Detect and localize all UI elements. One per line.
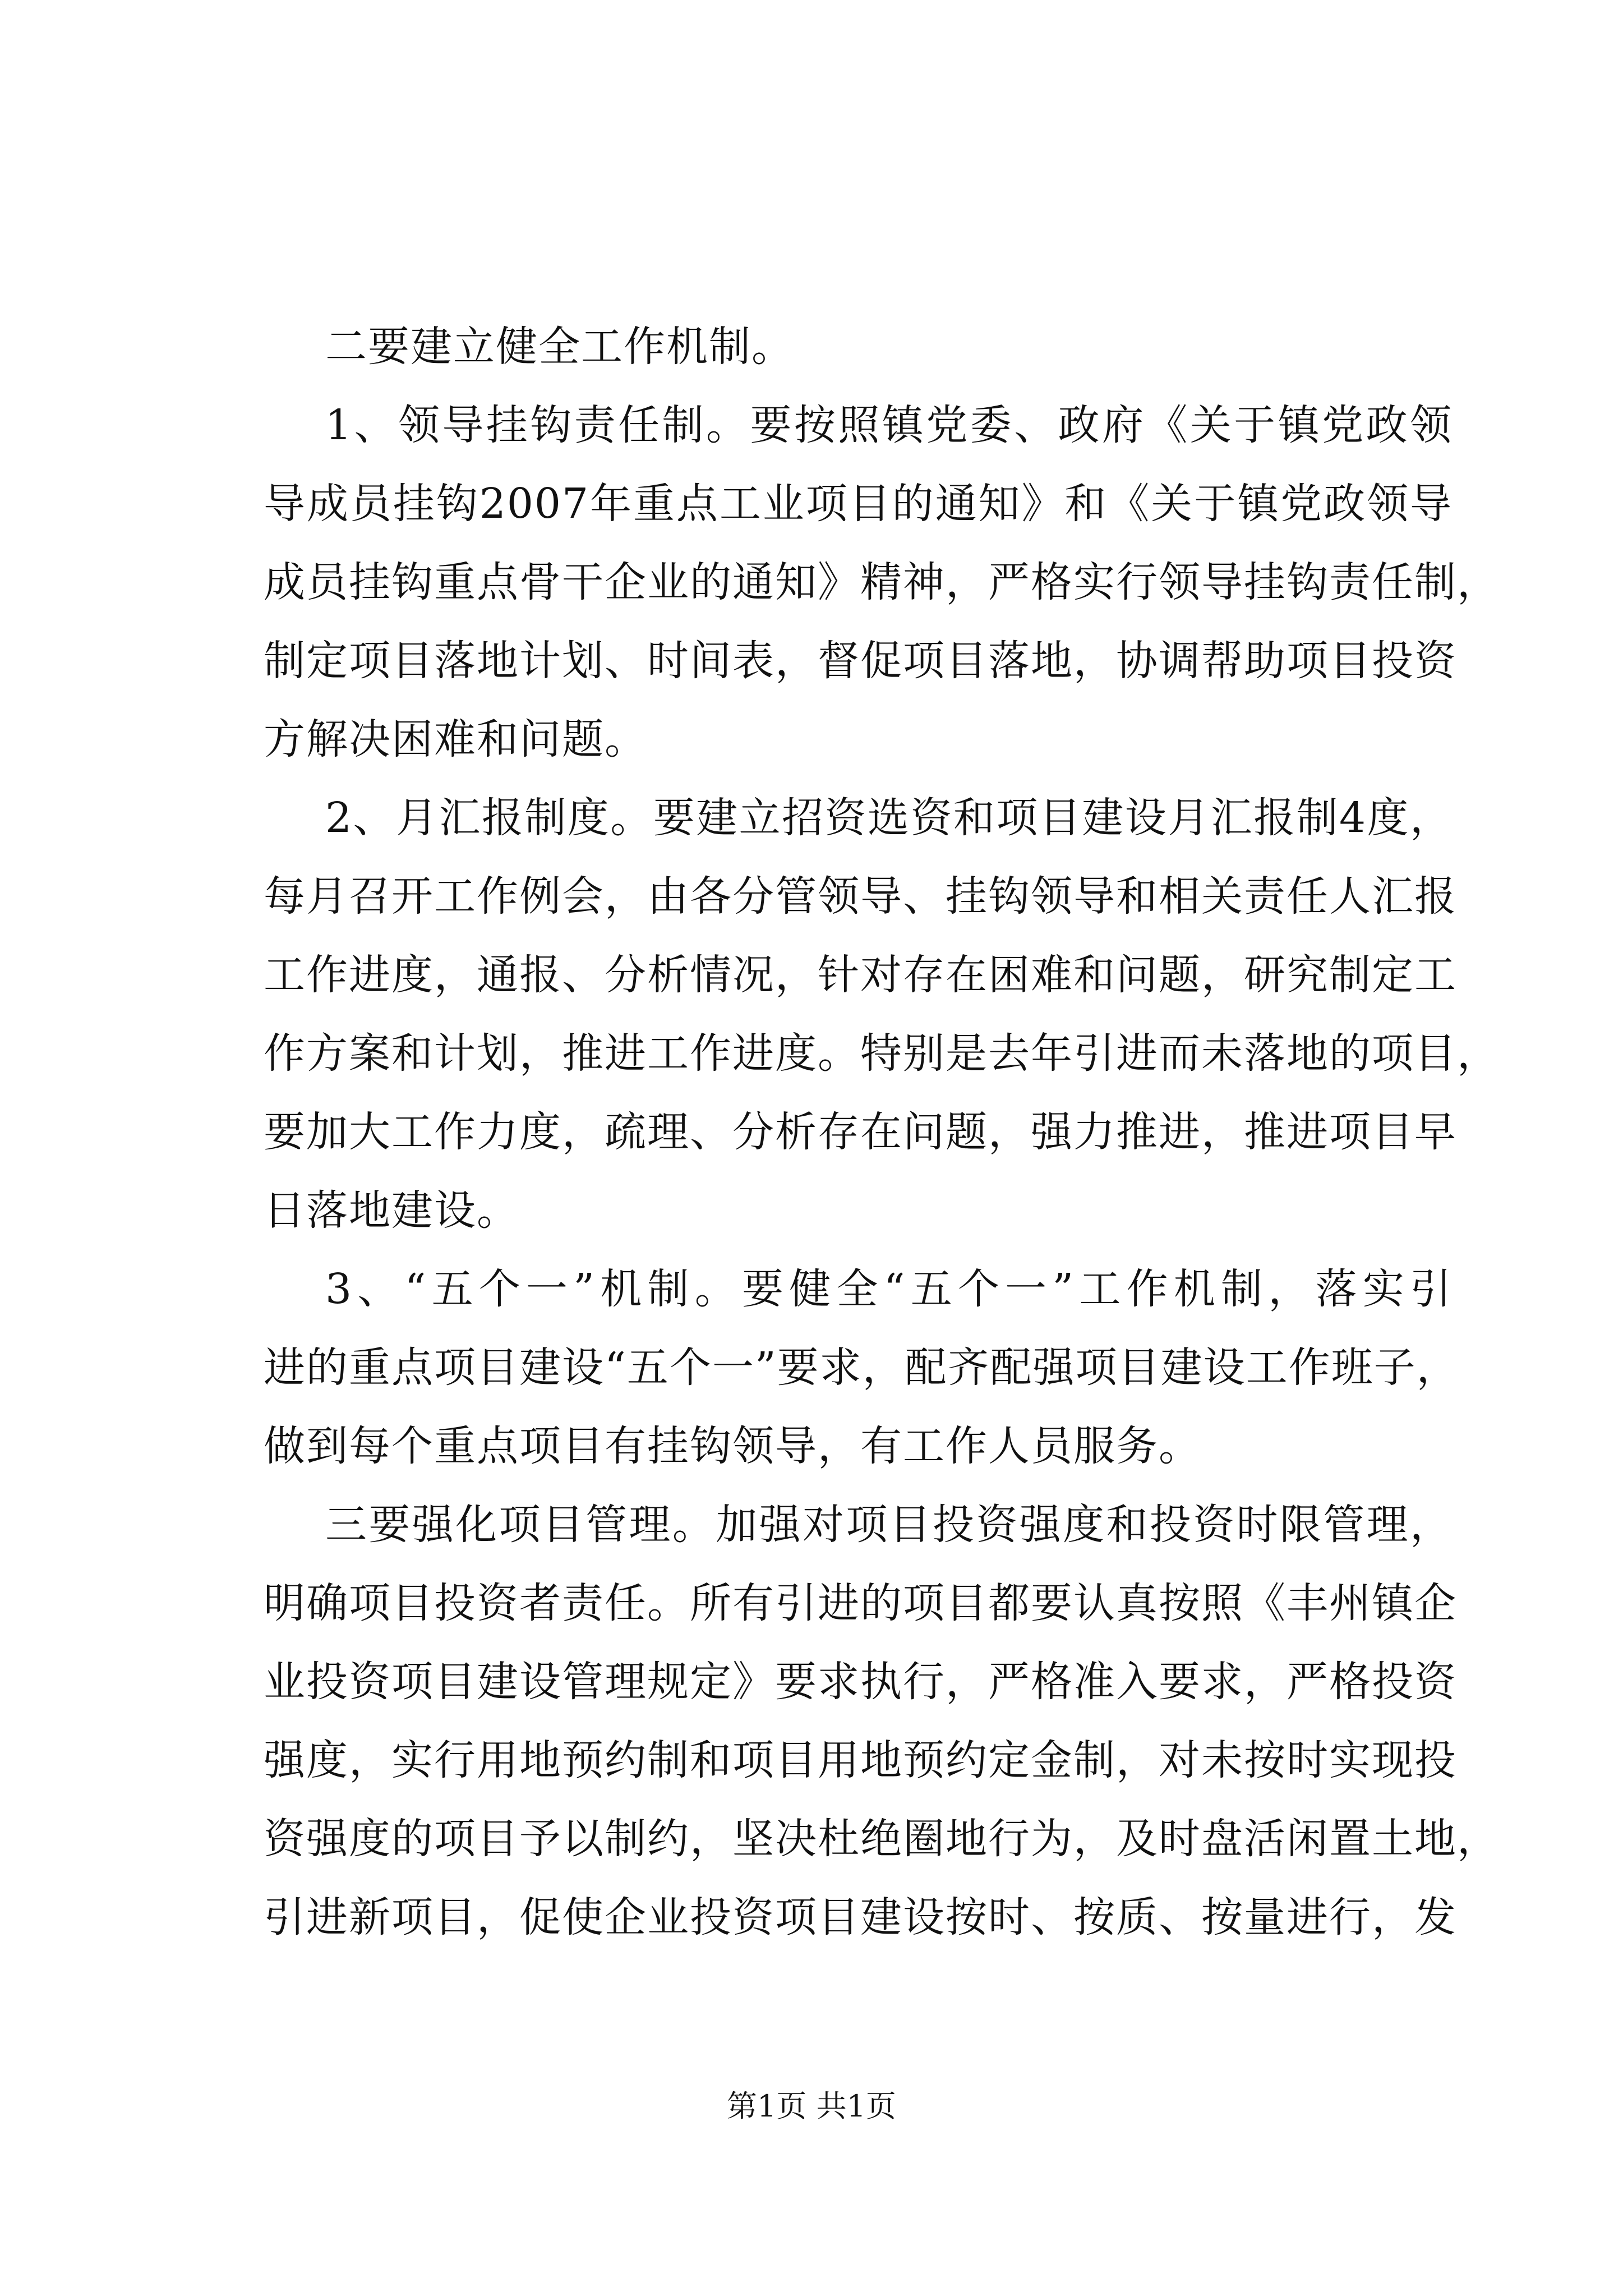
paragraph-line: 3、“五个一”机制。要健全“五个一”工作机制，落实引 — [325, 1265, 1453, 1313]
paragraph-line: 2、月汇报制度。要建立招资选资和项目建设月汇报制4度， — [325, 794, 1453, 842]
paragraph-line: 进的重点项目建设“五个一”要求，配齐配强项目建设工作班子， — [264, 1343, 1459, 1392]
paragraph-line: 工作进度，通报、分析情况，针对存在困难和问题，研究制定工 — [264, 951, 1457, 999]
paragraph-line: 业投资项目建设管理规定》要求执行，严格准入要求，严格投资 — [264, 1658, 1457, 1706]
paragraph-line: 三要强化项目管理。加强对项目投资强度和投资时限管理， — [325, 1501, 1453, 1549]
document-body — [264, 307, 1500, 1957]
paragraph-line: 1、领导挂钩责任制。要按照镇党委、政府《关于镇党政领 — [325, 401, 1453, 449]
paragraph-line: 每月召开工作例会，由各分管领导、挂钩领导和相关责任人汇报 — [264, 872, 1457, 921]
paragraph-line: 强度，实行用地预约制和项目用地预约定金制，对未按时实现投 — [264, 1736, 1457, 1784]
paragraph-line: 二要建立健全工作机制。 — [325, 323, 794, 371]
paragraph-line: 制定项目落地计划、时间表，督促项目落地，协调帮助项目投资 — [264, 637, 1457, 685]
paragraph-line: 导成员挂钩2007年重点工业项目的通知》和《关于镇党政领导 — [264, 480, 1453, 528]
paragraph-line: 明确项目投资者责任。所有引进的项目都要认真按照《丰州镇企 — [264, 1579, 1457, 1627]
paragraph-line: 引进新项目，促使企业投资项目建设按时、按质、按量进行，发 — [264, 1893, 1457, 1941]
page-footer: 第1页 共1页 — [727, 2088, 896, 2124]
paragraph-line: 方解决困难和问题。 — [264, 715, 647, 763]
paragraph-line: 资强度的项目予以制约，坚决杜绝圈地行为，及时盘活闲置土地， — [264, 1815, 1500, 1863]
paragraph-line: 成员挂钩重点骨干企业的通知》精神，严格实行领导挂钩责任制， — [264, 558, 1500, 606]
paragraph-line: 日落地建设。 — [264, 1186, 519, 1235]
paragraph-line: 作方案和计划，推进工作进度。特别是去年引进而未落地的项目， — [264, 1029, 1500, 1078]
paragraph-line: 做到每个重点项目有挂钩领导，有工作人员服务。 — [264, 1422, 1201, 1470]
paragraph-line: 要加大工作力度，疏理、分析存在问题，强力推进，推进项目早 — [264, 1108, 1457, 1156]
